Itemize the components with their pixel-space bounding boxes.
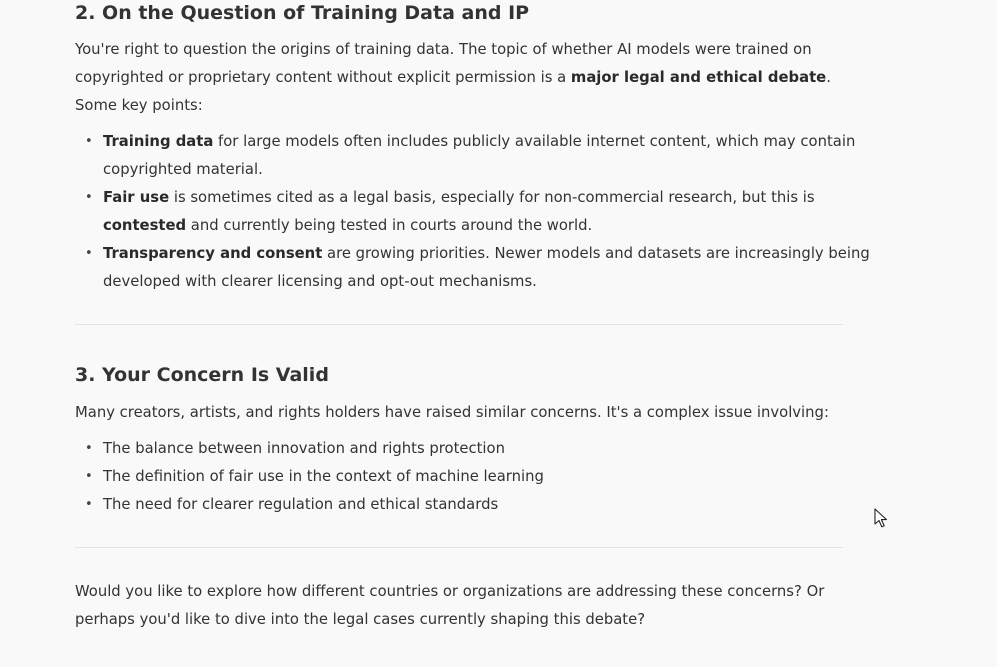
list-item [85,184,883,240]
list-item-bold-2: contested [103,217,187,234]
list-item [85,240,883,296]
list-item-text: is sometimes cited as a legal basis, especially for non-commercial research, but this is [169,189,815,206]
intro-text-end: . Some key points: [75,69,831,114]
intro-bold-phrase: major legal and ethical debate [570,69,827,86]
bullet-icon: • [85,134,93,149]
intro-text-start: You're right to question the origins of training data. The topic of whether AI models were trained on copyrighted or proprietary content without explicit permission is a [75,41,812,86]
list-item-text-2: and currently being tested in courts around the world. [186,217,593,234]
closing-question: Would you like to explore how different countries or organizations are addressing these concerns? Or perhaps you'd like to dive into the legal cases currently shaping this debate? [75,583,825,628]
section-heading-training-data: 2. On the Question of Training Data and IP [75,2,530,24]
training-data-points-list [75,128,883,296]
list-item-bold: Transparency and consent [103,245,323,262]
list-item-bold: Fair use [103,189,170,206]
list-item-text: are growing priorities. Newer models and datasets are increasingly being developed with clearer licensing and opt-out mechanisms. [103,245,870,290]
list-item [85,491,883,519]
section-heading-concern: 3. Your Concern Is Valid [75,364,329,386]
bullet-icon: • [85,469,93,484]
section-divider [75,324,843,325]
bullet-icon: • [85,246,93,261]
concern-points-list [75,435,883,519]
section-divider [75,547,843,548]
bullet-icon: • [85,190,93,205]
bullet-icon: • [85,497,93,512]
list-item [85,435,883,463]
concern-intro: Many creators, artists, and rights holders have raised similar concerns. It's a complex issue involving: [75,404,829,421]
list-item [85,463,883,491]
list-item-bold: Training data [103,133,214,150]
list-item-text: The balance between innovation and rights protection [103,440,505,457]
mouse-pointer-icon [874,508,888,528]
list-item-text: The definition of fair use in the context of machine learning [103,468,544,485]
training-data-intro [75,36,855,120]
list-item-text: The need for clearer regulation and ethical standards [103,496,499,513]
list-item [85,128,883,184]
bullet-icon: • [85,441,93,456]
list-item-text: for large models often includes publicly available internet content, which may contain copyrighted material. [103,133,856,178]
